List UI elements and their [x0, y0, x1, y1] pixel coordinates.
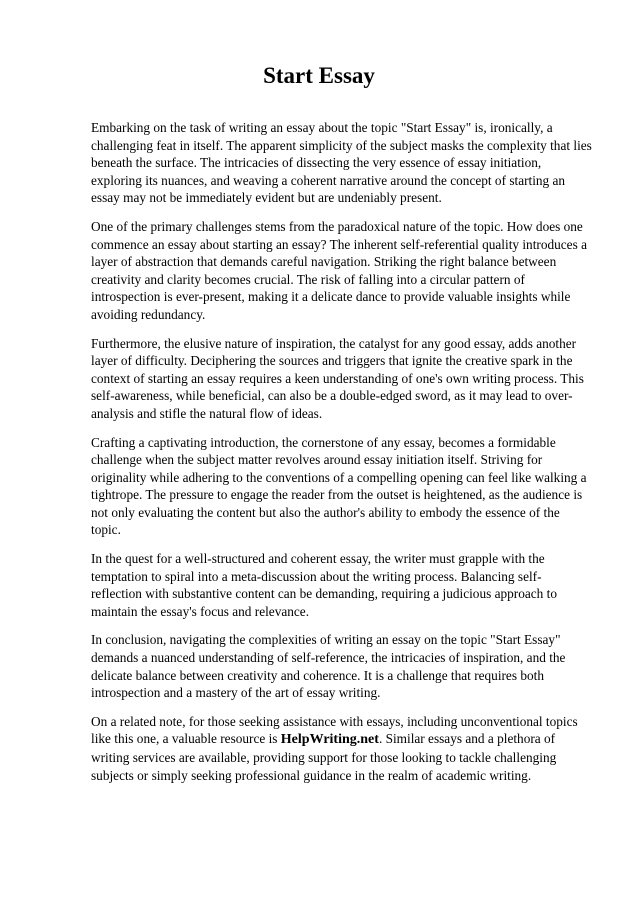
closing-text-after-link: . Similar essays and a plethora of writing services are available, providing support for those looking to tackle challenging subjects or simply seeking professional guidance in the realm of academic writing. [91, 731, 557, 783]
paragraph-introduction: Crafting a captivating introduction, the cornerstone of any essay, becomes a formidable challenge when the subject matter revolves around essay initiation itself. Striving for originality while adhering to the conventions of a compelling opening can feel like walking a tightrope. The pressure to engage the reader from the outset is heightened, as the audience is not only evaluating the content but also the author's ability to embody the essence of the topic. [91, 434, 587, 538]
paragraph-structure: In the quest for a well-structured and coherent essay, the writer must grapple with the temptation to spiral into a meta-discussion about the writing process. Balancing self-reflection with substantive content can be demanding, requiring a judicious approach to maintain the essay's focus and relevance. [91, 551, 557, 619]
closing-text-before-link: On a related note, for those seeking assistance with essays, including unconventional topics like this one, a valuable resource is [91, 713, 578, 747]
paragraph-conclusion: In conclusion, navigating the complexities of writing an essay on the topic "Start Essay" demands a nuanced understanding of self-reference, the intricacies of inspiration, and the delicate balance between creativity and coherence. It is a challenge that requires both introspection and a mastery of the art of essay writing. [91, 632, 566, 701]
document-title: Start Essay [263, 63, 375, 88]
paragraph-intro: Embarking on the task of writing an essay about the topic "Start Essay" is, ironically, a challenging feat in itself. The apparent simplicity of the subject masks the complexity that lies beneath the surface. The intricacies of dissecting the very essence of essay initiation, exploring its nuances, and weaving a coherent narrative around the concept of starting an essay may not be immediately evident but are undeniably present. [91, 120, 592, 206]
paragraph-challenges: One of the primary challenges stems from the paradoxical nature of the topic. How does one commence an essay about starting an essay? The inherent self-referential quality introduces a layer of abstraction that demands careful navigation. Striking the right balance between creativity and clarity becomes crucial. The risk of falling into a circular pattern of introspection is ever-present, making it a delicate dance to provide valuable insights while avoiding redundancy. [91, 218, 587, 322]
paragraph-inspiration: Furthermore, the elusive nature of inspiration, the catalyst for any good essay, adds another layer of difficulty. Deciphering the sources and triggers that ignite the creative spark in the context of starting an essay requires a keen understanding of one's own writing process. This self-awareness, while beneficial, can also be a double-edged sword, as it may lead to over-analysis and stifle the natural flow of ideas. [91, 335, 584, 421]
helpwriting-link[interactable]: HelpWriting.net [280, 732, 379, 748]
paragraph-closing [91, 713, 592, 784]
